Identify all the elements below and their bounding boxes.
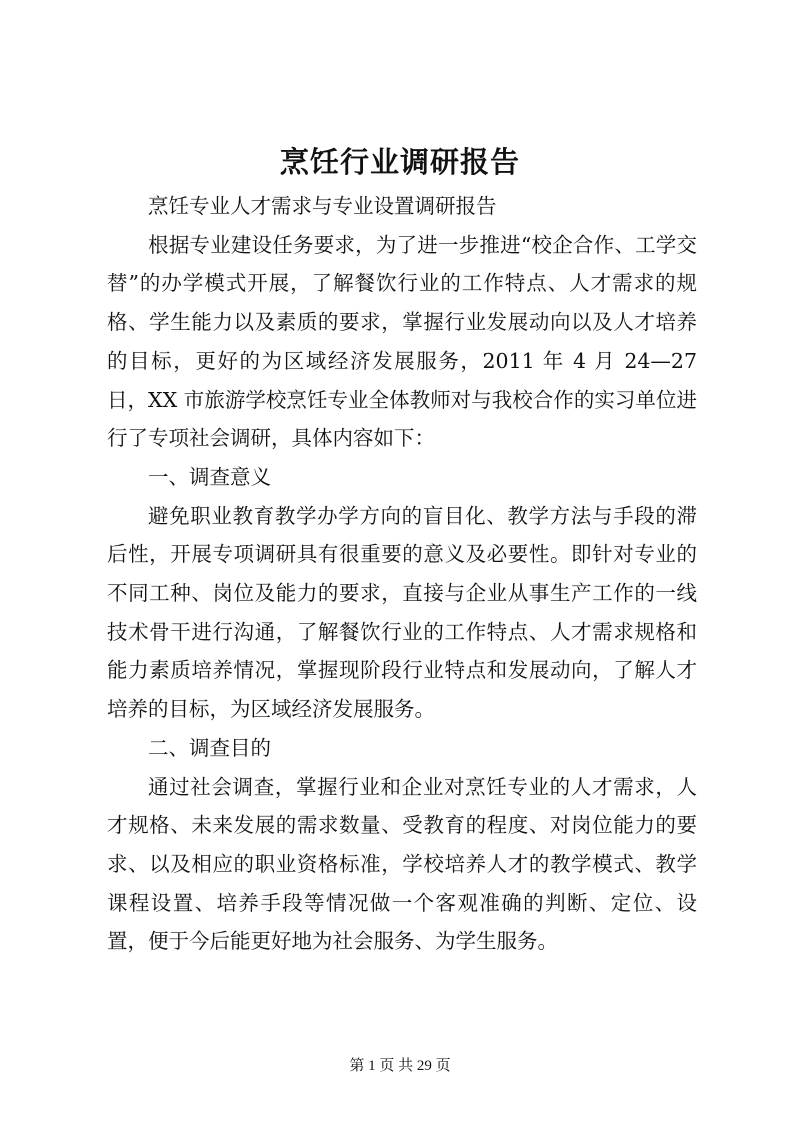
subtitle-paragraph: 烹饪专业人才需求与专业设置调研报告 xyxy=(148,194,497,218)
document-title: 烹饪行业调研报告 xyxy=(279,145,520,179)
document-body xyxy=(107,187,697,961)
section-heading-significance: 一、调查意义 xyxy=(148,464,271,489)
page-number: 第 1 页 共 29 页 xyxy=(349,1058,451,1074)
intro-paragraph: 根据专业建设任务要求，为了进一步推进“校企合作、工学交替”的办学模式开展，了解餐饮行业的工作特点、人才需求的规格、学生能力以及素质的要求，掌握行业发展动向以及人才培养的目标，更好的为区域经济发展服务，2011 年 4 月 24—27 日，XX 市旅游学校烹饪专业全体教师对与我校合作的实习单位进行了专项社会调研，具体内容如下： xyxy=(107,232,697,451)
significance-paragraph: 避免职业教育教学办学方向的盲目化、教学方法与手段的滞后性，开展专项调研具有很重要的意义及必要性。即针对专业的不同工种、岗位及能力的要求，直接与企业从事生产工作的一线技术骨干进行沟通，了解餐饮行业的工作特点、人才需求规格和能力素质培养情况，掌握现阶段行业特点和发展动向，了解人才培养的目标，为区域经济发展服务。 xyxy=(107,503,697,722)
purpose-paragraph: 通过社会调查，掌握行业和企业对烹饪专业的人才需求，人才规格、未来发展的需求数量、受教育的程度、对岗位能力的要求、以及相应的职业资格标准，学校培养人才的教学模式、教学课程设置、培养手段等情况做一个客观准确的判断、定位、设置，便于今后能更好地为社会服务、为学生服务。 xyxy=(107,774,697,954)
section-heading-purpose: 二、调查目的 xyxy=(148,735,271,760)
